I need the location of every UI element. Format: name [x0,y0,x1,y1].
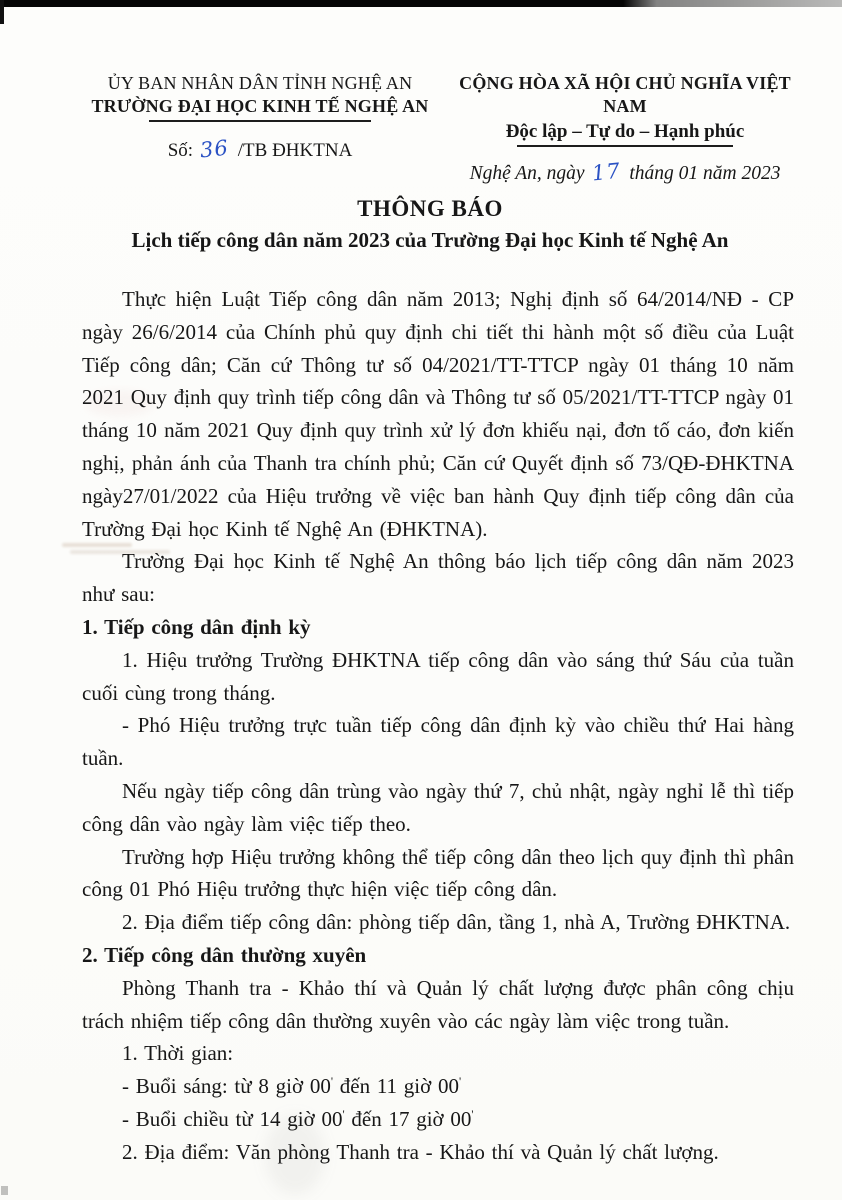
place-date-line [444,160,806,185]
document-number-line [84,137,436,162]
handwritten-document-number: 36 [198,135,230,163]
minute-mark: ' [342,1106,345,1121]
issuing-org-block [84,72,436,162]
paragraph-regular-location: 2. Địa điểm: Văn phòng Thanh tra - Khảo thí và Quản lý chất lượng. [122,1139,719,1164]
scan-edge-artifact-corner [0,0,4,24]
org-parent-name: ỦY BAN NHÂN DÂN TỈNH NGHỆ AN [107,73,413,93]
scan-mark-bottom-left [1,1186,8,1195]
paragraph-morning-hours [82,1070,794,1103]
morning-hours-text-2: đến 11 giờ 00 [333,1074,459,1099]
date-prefix: Nghệ An, ngày [469,163,585,184]
national-motto-block [444,72,806,185]
document-subtitle: Lịch tiếp công dân năm 2023 của Trường Đại học Kinh tế Nghệ An [131,228,729,252]
document-number-suffix: /TB ĐHKTNA [237,140,353,161]
paragraph-vice-rector-schedule: - Phó Hiệu trưởng trực tuần tiếp công dân định kỳ vào chiều thứ Hai hàng tuần. [82,713,794,771]
minute-mark: ' [330,1074,333,1089]
paragraph-legal-basis: Thực hiện Luật Tiếp công dân năm 2013; Nghị định số 64/2014/NĐ - CP ngày 26/6/2014 của Chính phủ quy định chi tiết thi hành một số điều của Luật Tiếp công dân; Căn cứ Thông tư số 04/2021/TT-TTCP ngày 01 tháng 10 năm 2021 Quy định quy trình tiếp công dân và Thông tư số 05/2021/TT-TTCP ngày 01 tháng 10 năm 2021 Quy định quy trình xử lý đơn khiếu nại, đơn tố cáo, đơn kiến nghị, phản ánh của Thanh tra chính phủ; Căn cứ Quyết định số 73/QĐ-ĐHKTNA ngày27/01/2022 của Hiệu trưởng về việc ban hành Quy định tiếp công dân của Trường Đại học Kinh tế Nghệ An (ĐHKTNA). [82,287,794,541]
section-heading-periodic-reception: 1. Tiếp công dân định kỳ [82,614,311,639]
national-title: CỘNG HÒA XÃ HỘI CHỦ NGHĨA VIỆT NAM [459,73,791,116]
handwritten-day: 17 [590,158,622,186]
document-number-prefix: Số: [167,140,194,161]
paragraph-delegation-rule: Trường hợp Hiệu trưởng không thể tiếp công dân theo lịch quy định thì phân công 01 Phó Hiệu trưởng thực hiện việc tiếp công dân. [82,844,794,902]
org-name: TRƯỜNG ĐẠI HỌC KINH TẾ NGHỆ AN [91,96,429,116]
scan-edge-artifact-top [0,0,842,7]
paragraph-rector-schedule: 1. Hiệu trưởng Trường ĐHKTNA tiếp công dân vào sáng thứ Sáu của tuần cuối cùng trong tháng. [82,647,794,705]
afternoon-hours-text: - Buổi chiều từ 14 giờ 00 [122,1106,343,1131]
date-suffix: tháng 01 năm 2023 [629,163,781,184]
document-body [82,283,794,1169]
document-title: THÔNG BÁO [357,196,503,221]
paragraph-time-label: 1. Thời gian: [122,1041,234,1066]
paragraph-holiday-rule: Nếu ngày tiếp công dân trùng vào ngày thứ 7, chủ nhật, ngày nghỉ lễ thì tiếp công dân vào ngày làm việc tiếp theo. [82,778,794,836]
org-underline-rule [149,120,371,122]
motto-underline-rule [517,145,733,147]
morning-hours-text: - Buổi sáng: từ 8 giờ 00 [122,1074,331,1099]
paragraph-afternoon-hours [82,1103,794,1136]
paragraph-department-assignment: Phòng Thanh tra - Khảo thí và Quản lý chất lượng được phân công chịu trách nhiệm tiếp công dân thường xuyên vào các ngày làm việc trong tuần. [82,975,794,1033]
national-motto: Độc lập – Tự do – Hạnh phúc [505,121,745,142]
afternoon-hours-text-2: đến 17 giờ 00 [344,1106,472,1131]
minute-mark: ' [458,1074,462,1089]
paragraph-announcement-intro: Trường Đại học Kinh tế Nghệ An thông báo lịch tiếp công dân năm 2023 như sau: [82,549,794,607]
minute-mark: ' [471,1106,474,1121]
section-heading-regular-reception: 2. Tiếp công dân thường xuyên [82,942,367,967]
paragraph-reception-location: 2. Địa điểm tiếp công dân: phòng tiếp dân, tầng 1, nhà A, Trường ĐHKTNA. [122,910,791,935]
